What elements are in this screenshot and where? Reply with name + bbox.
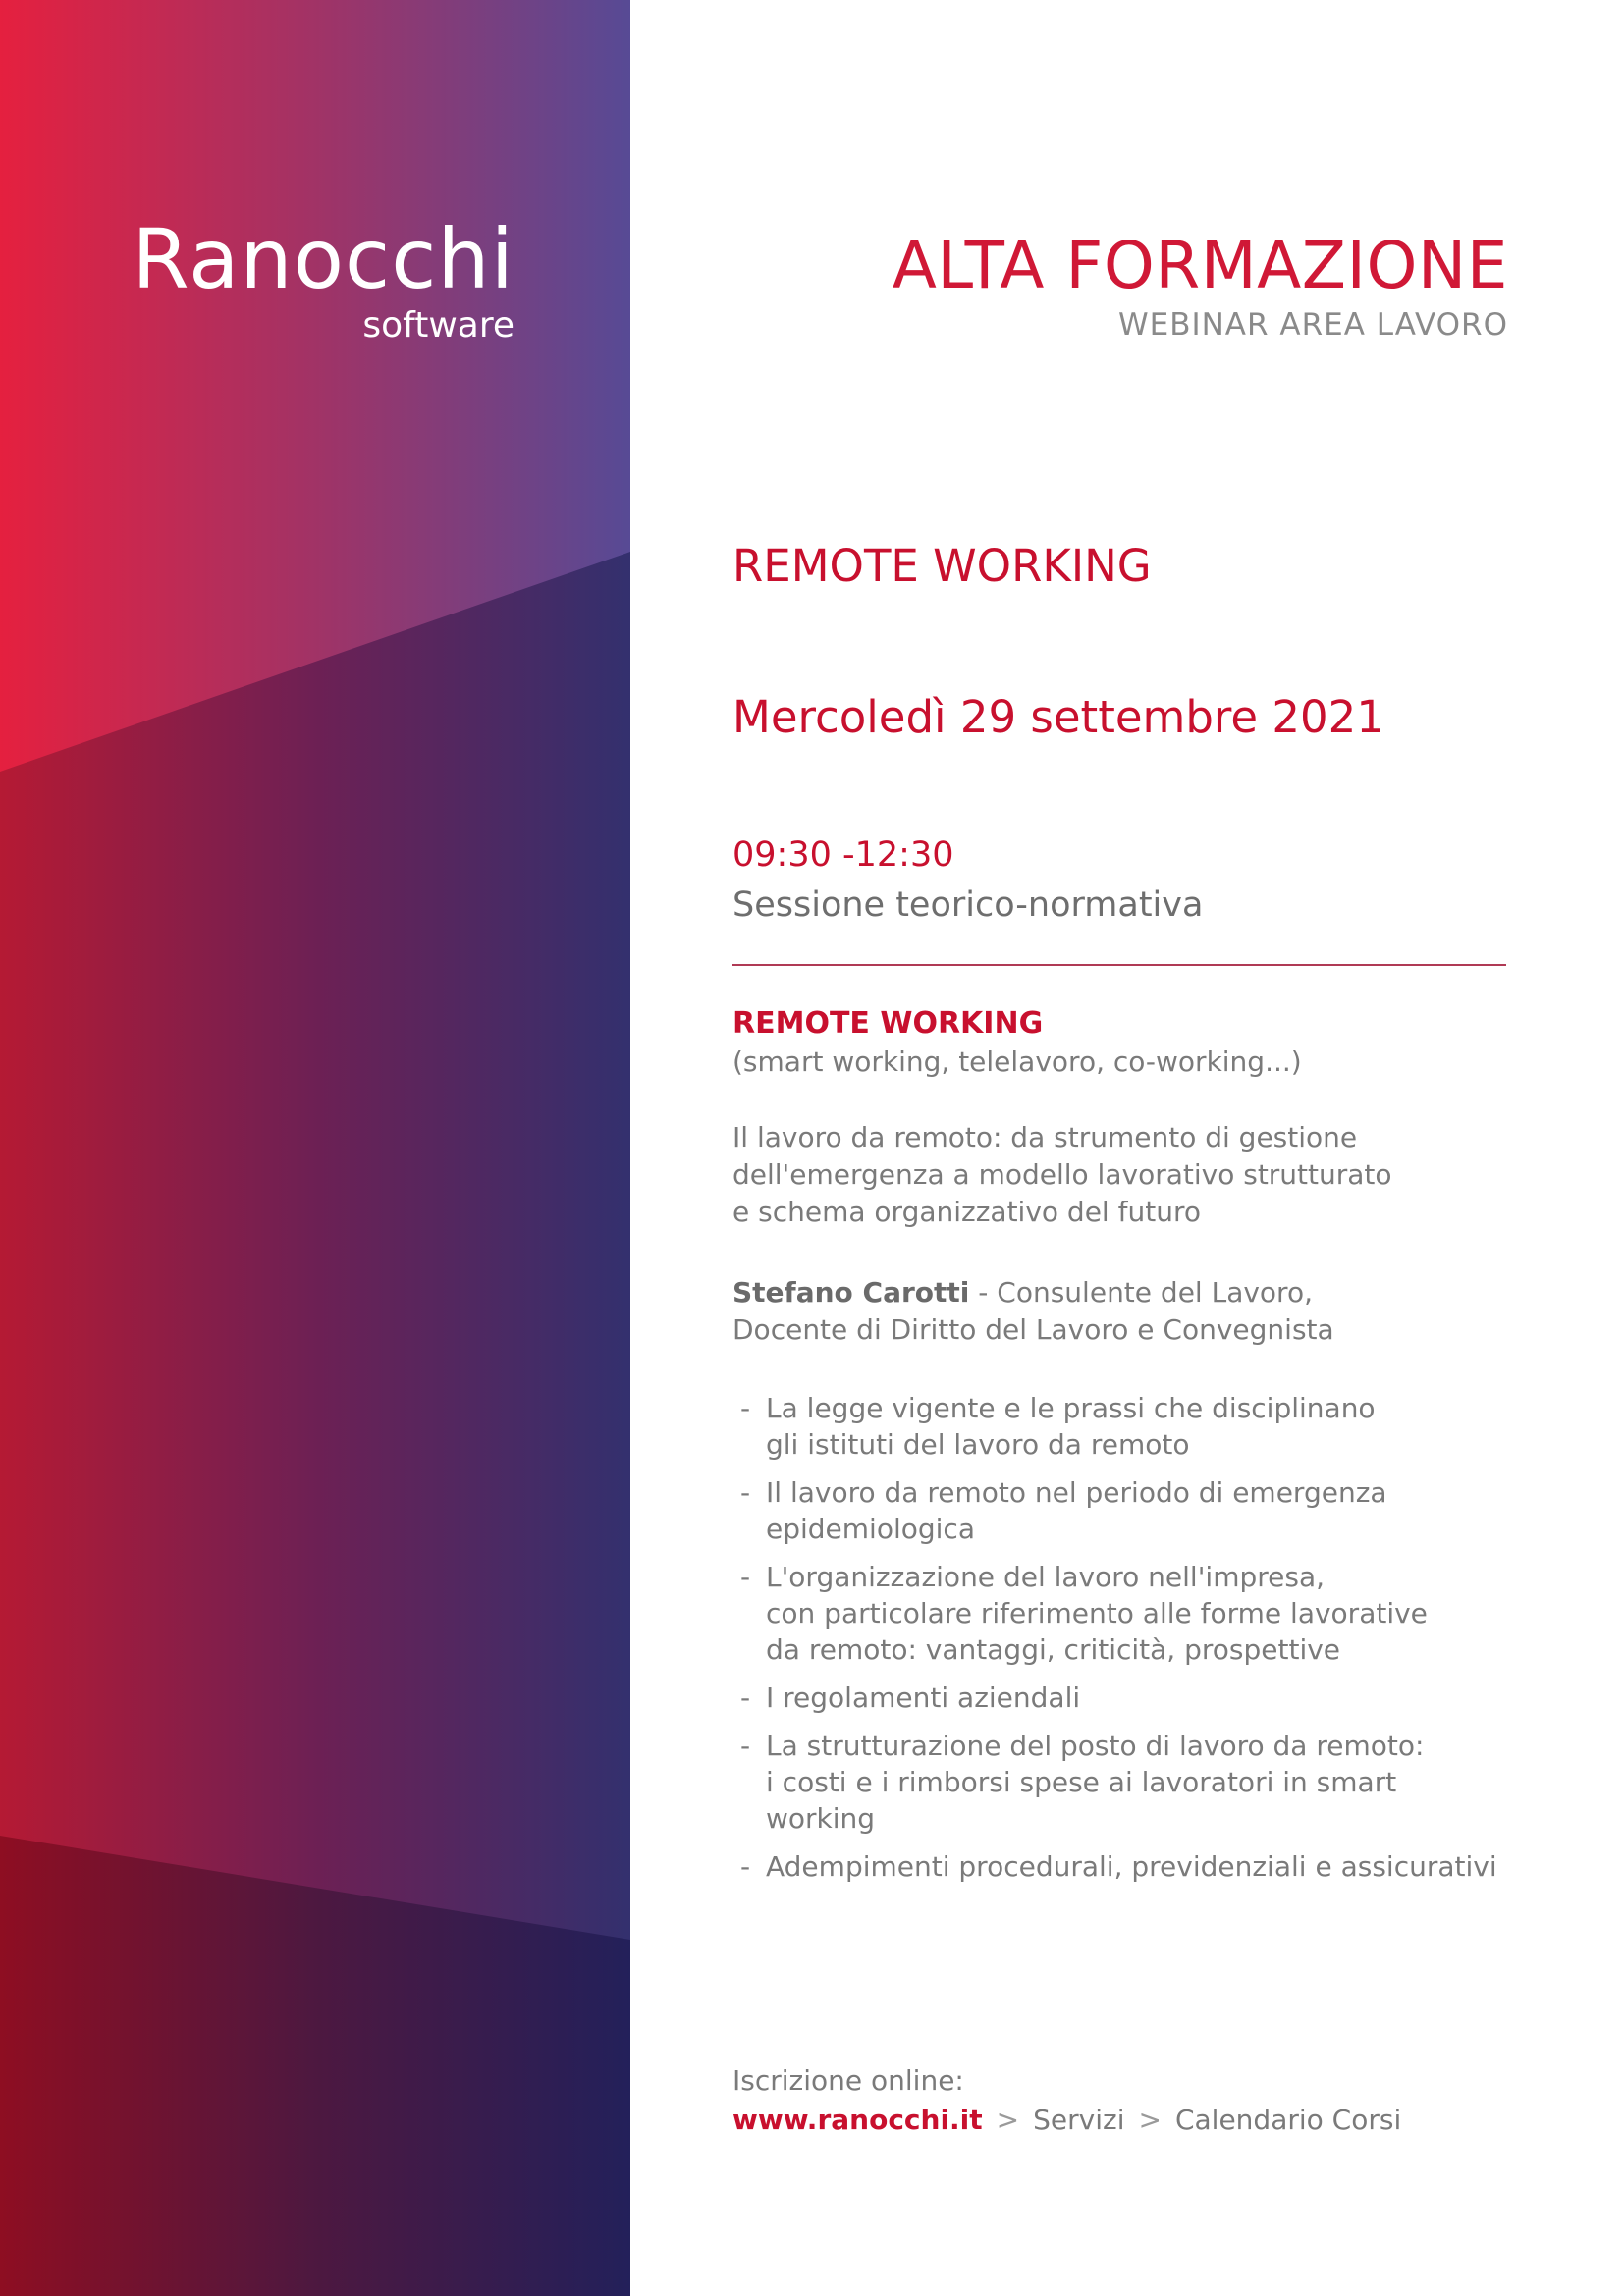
brand-tagline: software	[362, 305, 514, 346]
event-session: Sessione teorico-normativa	[732, 885, 1204, 925]
list-item-text: Adempimenti procedurali, previdenziali e assicurativi	[766, 1850, 1497, 1883]
brand-name: Ranocchi	[132, 211, 514, 307]
breadcrumb-separator: >	[1138, 2104, 1162, 2136]
dash-bullet: -	[740, 1561, 751, 1593]
list-item	[732, 1728, 1508, 1837]
list-item-text: La strutturazione del posto di lavoro da remoto: i costi e i rimborsi spese ai lavoratori in smart working	[766, 1730, 1425, 1835]
website-link[interactable]: www.ranocchi.it	[732, 2104, 983, 2136]
breadcrumb-servizi: Servizi	[1033, 2104, 1125, 2136]
event-time: 09:30 -12:30	[732, 835, 954, 875]
list-item	[732, 1848, 1508, 1885]
footer-path	[732, 2104, 1402, 2136]
list-item-text: La legge vigente e le prassi che disciplinano gli istituti del lavoro da remoto	[766, 1392, 1376, 1461]
breadcrumb-separator: >	[996, 2104, 1020, 2136]
topic-subtitle: (smart working, telelavoro, co-working...)	[732, 1045, 1302, 1078]
panel-background	[0, 0, 630, 2296]
list-item	[732, 1680, 1508, 1716]
speaker-role: - Consulente del Lavoro,	[969, 1276, 1313, 1308]
page-subtitle: WEBINAR AREA LAVORO	[1117, 307, 1508, 343]
list-item	[732, 1559, 1508, 1668]
footer-label: Iscrizione online:	[732, 2064, 964, 2097]
list-item-text: L'organizzazione del lavoro nell'impresa, con particolare riferimento alle forme lavorative da remoto: vantaggi, criticità, prospettive	[766, 1561, 1428, 1666]
dash-bullet: -	[740, 1730, 751, 1762]
breadcrumb-calendario: Calendario Corsi	[1174, 2104, 1402, 2136]
topics-list	[732, 1390, 1508, 1896]
header	[892, 228, 1508, 343]
event-date: Mercoledì 29 settembre 2021	[732, 691, 1384, 743]
brand-logo	[132, 211, 514, 346]
dash-bullet: -	[740, 1682, 751, 1714]
list-item-text: Il lavoro da remoto nel periodo di emergenza epidemiologica	[766, 1476, 1387, 1545]
divider	[732, 964, 1506, 966]
topic-description: Il lavoro da remoto: da strumento di gestione dell'emergenza a modello lavorativo strutturato e schema organizzativo del futuro	[732, 1121, 1392, 1228]
speaker-info	[732, 1274, 1479, 1349]
page-title: ALTA FORMAZIONE	[892, 228, 1508, 303]
side-panel	[0, 0, 630, 2296]
list-item-text: I regolamenti aziendali	[766, 1682, 1081, 1714]
topic-title: REMOTE WORKING	[732, 1006, 1044, 1041]
dash-bullet: -	[740, 1850, 751, 1883]
speaker-role-line2: Docente di Diritto del Lavoro e Convegnista	[732, 1313, 1334, 1346]
event-title: REMOTE WORKING	[732, 540, 1152, 592]
dash-bullet: -	[740, 1476, 751, 1509]
list-item	[732, 1390, 1508, 1463]
dash-bullet: -	[740, 1392, 751, 1424]
list-item	[732, 1474, 1508, 1547]
speaker-name: Stefano Carotti	[732, 1276, 970, 1308]
